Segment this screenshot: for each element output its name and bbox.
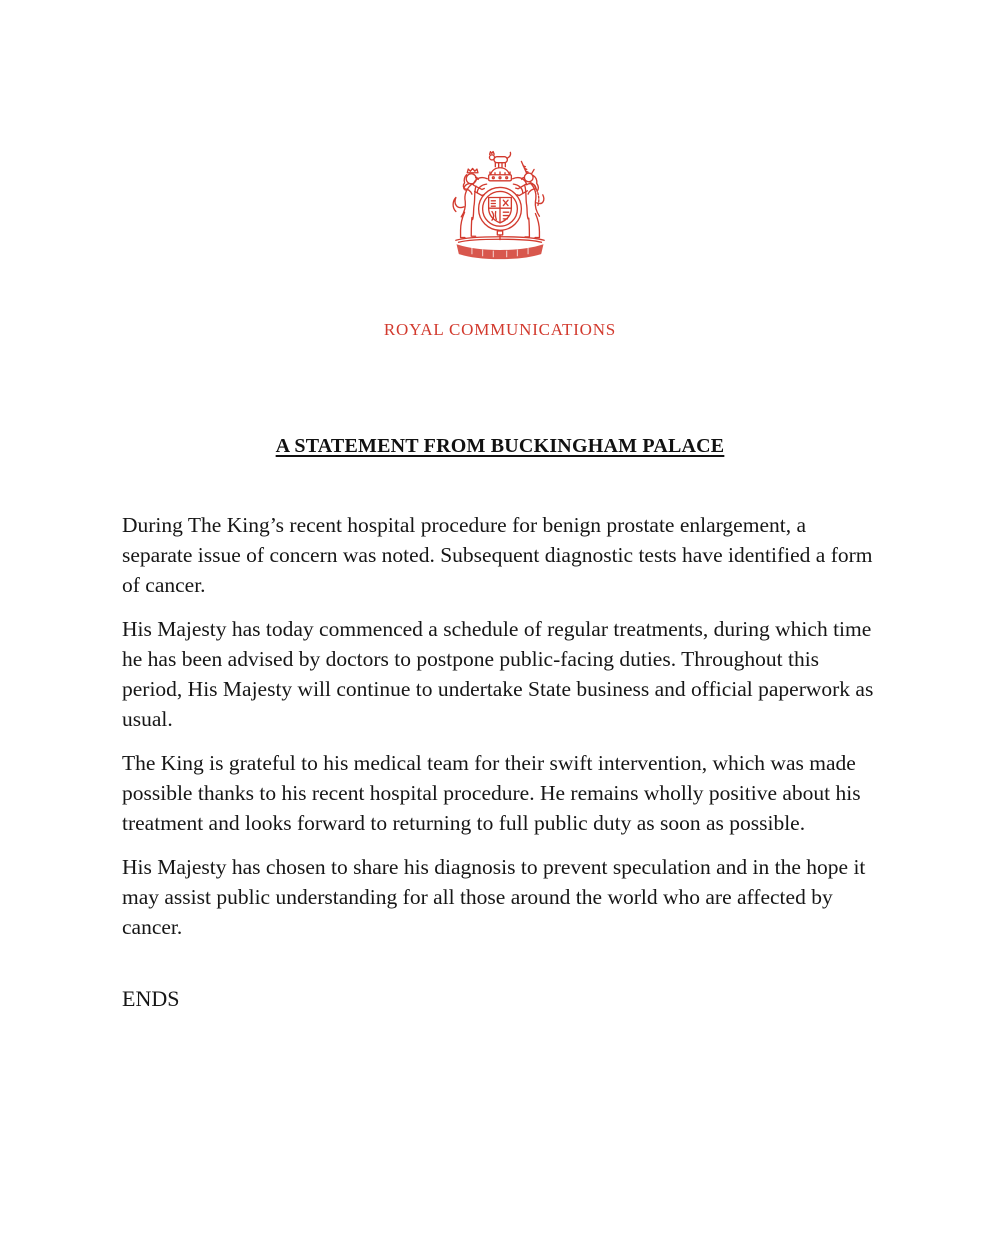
royal-coat-of-arms-icon bbox=[433, 140, 567, 267]
statement-paragraph: His Majesty has today commenced a schedule of regular treatments, during which time he has been advised by doctors to postpone public-facing duties. Throughout this period, His Majesty will continue to undertake State business and official paperwork as usual. bbox=[122, 617, 874, 731]
masthead bbox=[0, 140, 1000, 340]
statement-paragraph: The King is grateful to his medical team for their swift intervention, which was made possible thanks to his recent hospital procedure. He remains wholly positive about his treatment and looks forward to returning to full public duty as soon as possible. bbox=[122, 751, 861, 835]
statement-body bbox=[0, 434, 1000, 1014]
department-name: ROYAL COMMUNICATIONS bbox=[383, 320, 617, 339]
statement-paragraph: His Majesty has chosen to share his diagnosis to prevent speculation and in the hope it may assist public understanding for all those around the world who are affected by cancer. bbox=[122, 855, 866, 939]
ends-marker: ENDS bbox=[122, 986, 180, 1011]
statement-title: A STATEMENT FROM BUCKINGHAM PALACE bbox=[275, 435, 725, 457]
statement-paragraph: During The King’s recent hospital procedure for benign prostate enlargement, a separate issue of concern was noted. Subsequent diagnostic tests have identified a form of cancer. bbox=[122, 513, 873, 597]
statement-text bbox=[122, 510, 880, 1014]
